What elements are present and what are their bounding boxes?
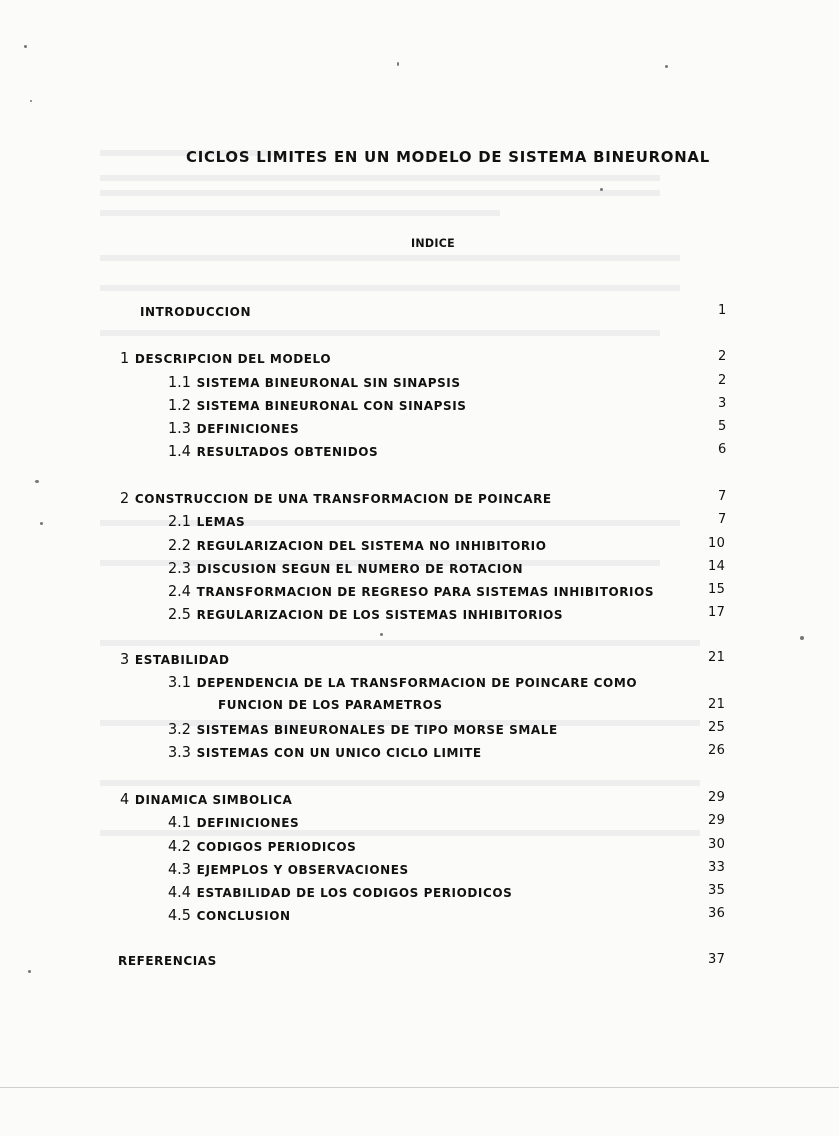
toc-entry-label: TRANSFORMACION DE REGRESO PARA SISTEMAS INHIBITORIOS [196,584,655,599]
toc-entry-number: 1.4 [168,442,191,460]
toc-section-3 [120,650,230,668]
toc-subsection [168,442,378,460]
toc-entry-number: 3.1 [168,673,191,691]
toc-entry-page: 26 [708,743,726,758]
toc-subsection [168,373,461,391]
scan-speck [380,633,383,636]
toc-section-2 [120,489,552,507]
bleed-through [100,190,660,196]
toc-entry-number: 1.2 [168,396,191,414]
toc-entry-page: 25 [708,720,726,735]
index-heading: INDICE [411,236,455,250]
toc-entry-number: 1 [120,349,130,367]
bleed-through [100,330,660,336]
toc-entry-number: 3.2 [168,720,191,738]
toc-entry-label: DEFINICIONES [196,421,300,436]
toc-entry-label: SISTEMAS BINEURONALES DE TIPO MORSE SMALE [196,722,558,737]
toc-entry-label: SISTEMA BINEURONAL SIN SINAPSIS [196,375,461,390]
toc-entry-label: LEMAS [196,514,246,529]
toc-entry-page: 33 [708,860,726,875]
toc-entry-page: 21 [708,697,726,712]
toc-entry-label: DESCRIPCION DEL MODELO [134,351,332,366]
scan-speck [24,45,27,48]
toc-entry-number: 2 [120,489,130,507]
scan-speck [397,62,399,66]
toc-entry-page: 6 [718,442,727,457]
toc-section-1 [120,349,331,367]
toc-entry-label: DEFINICIONES [196,815,300,830]
toc-subsection [168,512,245,530]
toc-entry-number: 2.4 [168,582,191,600]
toc-subsection [168,883,512,901]
bleed-through [100,780,700,786]
toc-entry-page: 2 [718,373,727,388]
toc-entry-label: DISCUSION SEGUN EL NUMERO DE ROTACION [196,561,524,576]
toc-subsection [168,743,482,761]
toc-entry-label: CODIGOS PERIODICOS [196,839,357,854]
toc-entry-label: ESTABILIDAD DE LOS CODIGOS PERIODICOS [196,885,513,900]
toc-entry-label: REGULARIZACION DE LOS SISTEMAS INHIBITORIOS [196,607,564,622]
toc-entry-page: 30 [708,837,726,852]
toc-entry-label: INTRODUCCION [140,304,252,319]
toc-entry-label: SISTEMAS CON UN UNICO CICLO LIMITE [196,745,482,760]
toc-subsection [168,536,547,554]
toc-subsection [168,582,654,600]
toc-subsection [168,837,356,855]
toc-entry-label: REGULARIZACION DEL SISTEMA NO INHIBITORIO [196,538,547,553]
toc-entry-label: CONSTRUCCION DE UNA TRANSFORMACION DE POINCARE [134,491,552,506]
bleed-through [100,285,680,291]
toc-entry-page: 17 [708,605,726,620]
scan-speck [28,970,31,973]
toc-subsection [168,673,637,691]
toc-entry-page: 2 [718,349,727,364]
toc-entry-page: 7 [718,512,727,527]
toc-entry-number: 3 [120,650,130,668]
toc-entry-number: 4.3 [168,860,191,878]
bleed-through [100,255,680,261]
toc-entry-page: 14 [708,559,726,574]
toc-entry-page: 15 [708,582,726,597]
toc-entry-number: 4.5 [168,906,191,924]
toc-entry-label: DINAMICA SIMBOLICA [134,792,293,807]
toc-entry-label: CONCLUSION [196,908,291,923]
scan-edge-line [0,1087,839,1088]
scan-speck [800,636,804,640]
toc-entry-page: 36 [708,906,726,921]
toc-entry-number: 2.2 [168,536,191,554]
toc-subsection [168,860,409,878]
toc-entry-page: 21 [708,650,726,665]
toc-entry-number: 4 [120,790,130,808]
toc-subsection [168,813,299,831]
toc-entry-page: 10 [708,536,726,551]
scan-speck [35,480,39,483]
toc-entry-number: 1.1 [168,373,191,391]
toc-subsection [168,396,466,414]
scan-speck [30,100,32,102]
toc-subsection [168,419,299,437]
toc-entry-label: RESULTADOS OBTENIDOS [196,444,379,459]
toc-entry-page: 1 [718,303,727,318]
toc-entry-label: ESTABILIDAD [134,652,230,667]
toc-entry-number: 2.5 [168,605,191,623]
toc-entry-label: DEPENDENCIA DE LA TRANSFORMACION DE POINCARE COMO [196,675,638,690]
toc-entry-page: 29 [708,790,726,805]
scan-speck [600,188,603,191]
bleed-through [100,175,660,181]
toc-subsection [168,720,558,738]
toc-entry-number: 4.4 [168,883,191,901]
toc-entry-number: 2.1 [168,512,191,530]
toc-entry-page: 7 [718,489,727,504]
toc-entry-number: 4.1 [168,813,191,831]
toc-subsection [168,906,291,924]
bleed-through [100,640,700,646]
toc-entry-label: EJEMPLOS Y OBSERVACIONES [196,862,409,877]
toc-entry-page: 3 [718,396,727,411]
toc-entry-page: 35 [708,883,726,898]
toc-entry-continuation: FUNCION DE LOS PARAMETROS [218,697,443,712]
toc-subsection [168,559,523,577]
toc-entry-page: 29 [708,813,726,828]
toc-subsection [168,605,563,623]
toc-entry-number: 2.3 [168,559,191,577]
toc-section-4 [120,790,292,808]
toc-entry-page: 5 [718,419,727,434]
toc-entry-number: 1.3 [168,419,191,437]
scan-speck [40,522,43,525]
toc-entry-number: 4.2 [168,837,191,855]
toc-entry-label: SISTEMA BINEURONAL CON SINAPSIS [196,398,467,413]
scan-speck [665,65,668,68]
toc-entry-label: REFERENCIAS [118,953,217,968]
toc-entry-page: 37 [708,952,726,967]
document-title: CICLOS LIMITES EN UN MODELO DE SISTEMA BINEURONAL [186,148,710,166]
bleed-through [100,210,500,216]
toc-entry-number: 3.3 [168,743,191,761]
